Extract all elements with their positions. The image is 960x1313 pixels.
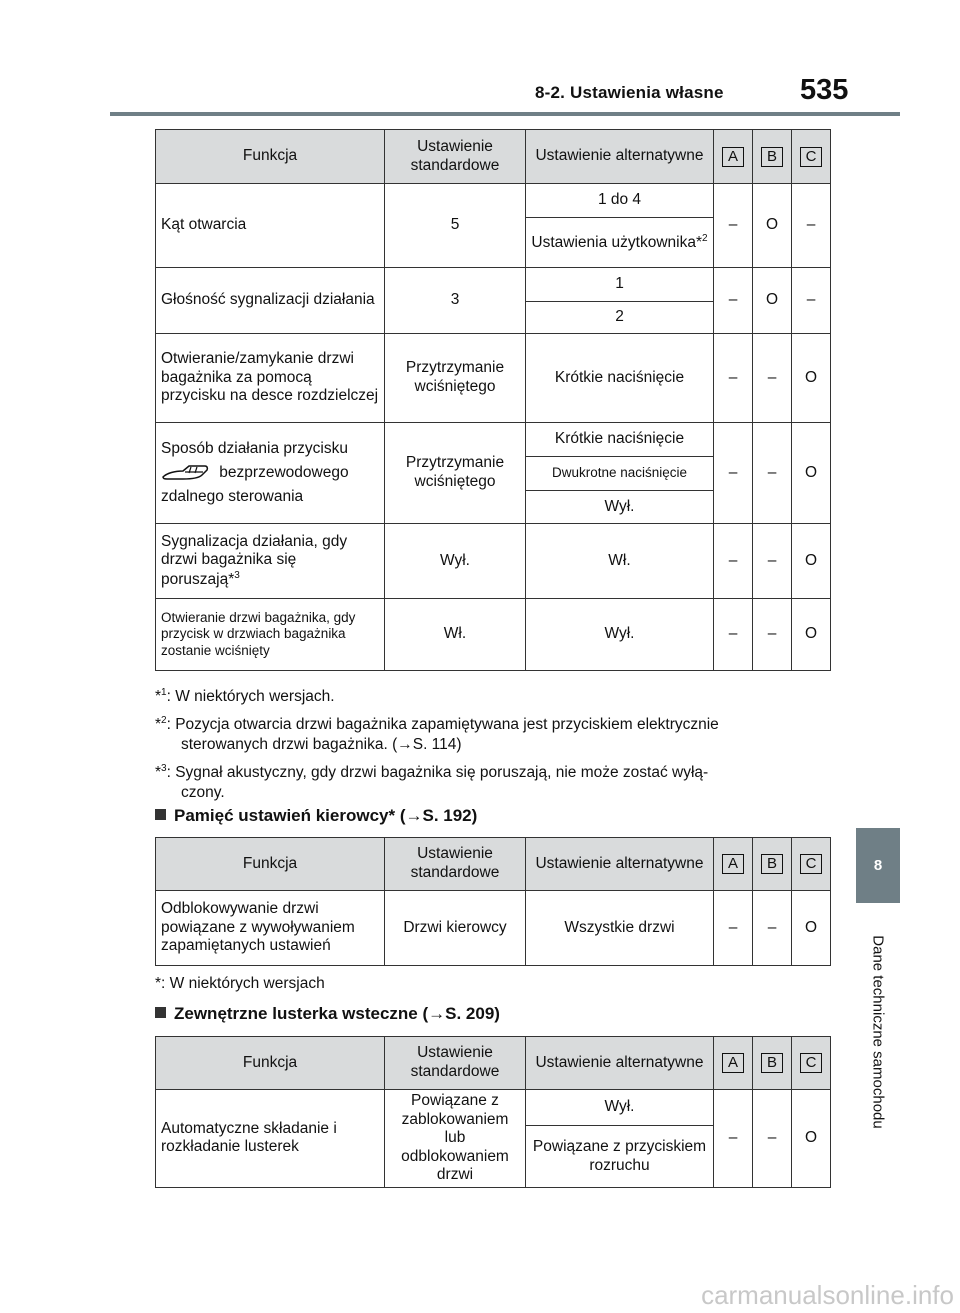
cell-b: – [753,334,792,423]
header-alternative: Ustawienie alternatywne [526,838,714,891]
footnote-3: *$^3$: Sygnał akustyczny, gdy drzwi bagażnika się poruszają, nie może zostać wyłą- czony. [155,763,709,802]
cell-c: – [792,184,831,268]
cell-c: O [792,524,831,599]
cell-b: O [753,268,792,334]
footnote-table2: *: W niektórych wersjach [155,975,325,992]
badge-c: C [800,1053,822,1073]
settings-table-memory [155,837,831,966]
header-alternative: Ustawienie alternatywne [526,1037,714,1090]
watermark: carmanualsonline.info [701,1280,954,1310]
page-number: 535 [800,74,849,106]
row-alt: 1 [526,268,714,302]
row-alt-2: Dwukrotne naciśnięcie [526,457,714,491]
cell-b: O [753,184,792,268]
row-std: Powiązane z zablokowaniem lub odblokowaniem drzwi [385,1090,526,1188]
chapter-title: Dane techniczne samochodu [869,935,887,1129]
row-alt: Wył. [526,599,714,671]
row-func: Sygnalizacja działania, gdy drzwi bagażnika się poruszają*$^3$ [156,524,385,599]
row-std: Przytrzymanie wciśniętego [385,423,526,524]
cell-c: O [792,1090,831,1188]
cell-b: – [753,891,792,966]
cell-a: – [714,334,753,423]
cell-b: – [753,524,792,599]
badge-b: B [761,147,783,167]
cell-c: O [792,891,831,966]
row-alt-2: Powiązane z przyciskiem rozruchu [526,1126,714,1188]
row-func: Odblokowywanie drzwi powiązane z wywoływaniem zapamiętanych ustawień [156,891,385,966]
header-standard: Ustawienie standardowe [385,838,526,891]
footnotes-table1 [155,683,825,803]
section-header: 8-2. Ustawienia własne [535,83,724,102]
cell-a: – [714,524,753,599]
header-funkcja: Funkcja [156,1037,385,1090]
section-mirrors: Zewnętrzne lusterka wsteczne (→S. 209) [155,1004,500,1024]
cell-c: – [792,268,831,334]
row-alt: Krótkie naciśnięcie [526,423,714,457]
row-std: Przytrzymanie wciśniętego [385,334,526,423]
bullet-square-icon [155,809,166,820]
row-func: Otwieranie drzwi bagażnika, gdy przycisk w drzwiach bagażnika zostanie wciśnięty [156,599,385,671]
row-alt: Wszystkie drzwi [526,891,714,966]
row-std: Wył. [385,524,526,599]
row-alt-2: Ustawienia użytkownika*$^2$ [526,218,714,268]
row-std: Wł. [385,599,526,671]
cell-b: – [753,1090,792,1188]
row-func: Sposób działania przycisku bezprzewodowego zdalnego sterowania [156,423,385,524]
header-alternative: Ustawienie alternatywne [526,130,714,184]
cell-a: – [714,423,753,524]
settings-table-tailgate [155,129,831,671]
cell-b: – [753,423,792,524]
header-standard: Ustawienie standardowe [385,1037,526,1090]
row-alt-2: 2 [526,302,714,334]
row-alt: Wył. [526,1090,714,1126]
chapter-tab: 8 [856,828,900,903]
row-std: 5 [385,184,526,268]
row-alt-3: Wył. [526,491,714,524]
badge-c: C [800,147,822,167]
row-func: Otwieranie/zamykanie drzwi bagażnika za pomocą przycisku na desce rozdzielczej [156,334,385,423]
footnote-2: *$^2$: Pozycja otwarcia drzwi bagażnika zapamiętywana jest przyciskiem elektrycznie sterowanych drzwi bagażnika. (→S. 114) [155,715,719,754]
badge-c: C [800,854,822,874]
badge-a: A [722,1053,744,1073]
header-standard: Ustawienie standardowe [385,130,526,184]
settings-table-mirrors [155,1036,831,1188]
badge-a: A [722,854,744,874]
cell-b: – [753,599,792,671]
cell-a: – [714,599,753,671]
cell-c: O [792,599,831,671]
footnote-1: *$^1$: W niektórych wersjach. [155,687,335,706]
row-std: Drzwi kierowcy [385,891,526,966]
header-funkcja: Funkcja [156,838,385,891]
row-alt: Krótkie naciśnięcie [526,334,714,423]
row-alt: Wł. [526,524,714,599]
header-rule [110,112,900,116]
header-funkcja: Funkcja [156,130,385,184]
row-alt: 1 do 4 [526,184,714,218]
row-func: Kąt otwarcia [156,184,385,268]
row-func: Głośność sygnalizacji działania [156,268,385,334]
section-driver-memory: Pamięć ustawień kierowcy* (→S. 192) [155,806,477,826]
car-key-icon [161,463,211,483]
badge-b: B [761,1053,783,1073]
bullet-square-icon [155,1007,166,1018]
cell-c: O [792,423,831,524]
row-func: Automatyczne składanie i rozkładanie lusterek [156,1090,385,1188]
cell-a: – [714,1090,753,1188]
row-std: 3 [385,268,526,334]
cell-c: O [792,334,831,423]
cell-a: – [714,268,753,334]
cell-a: – [714,891,753,966]
cell-a: – [714,184,753,268]
badge-b: B [761,854,783,874]
badge-a: A [722,147,744,167]
